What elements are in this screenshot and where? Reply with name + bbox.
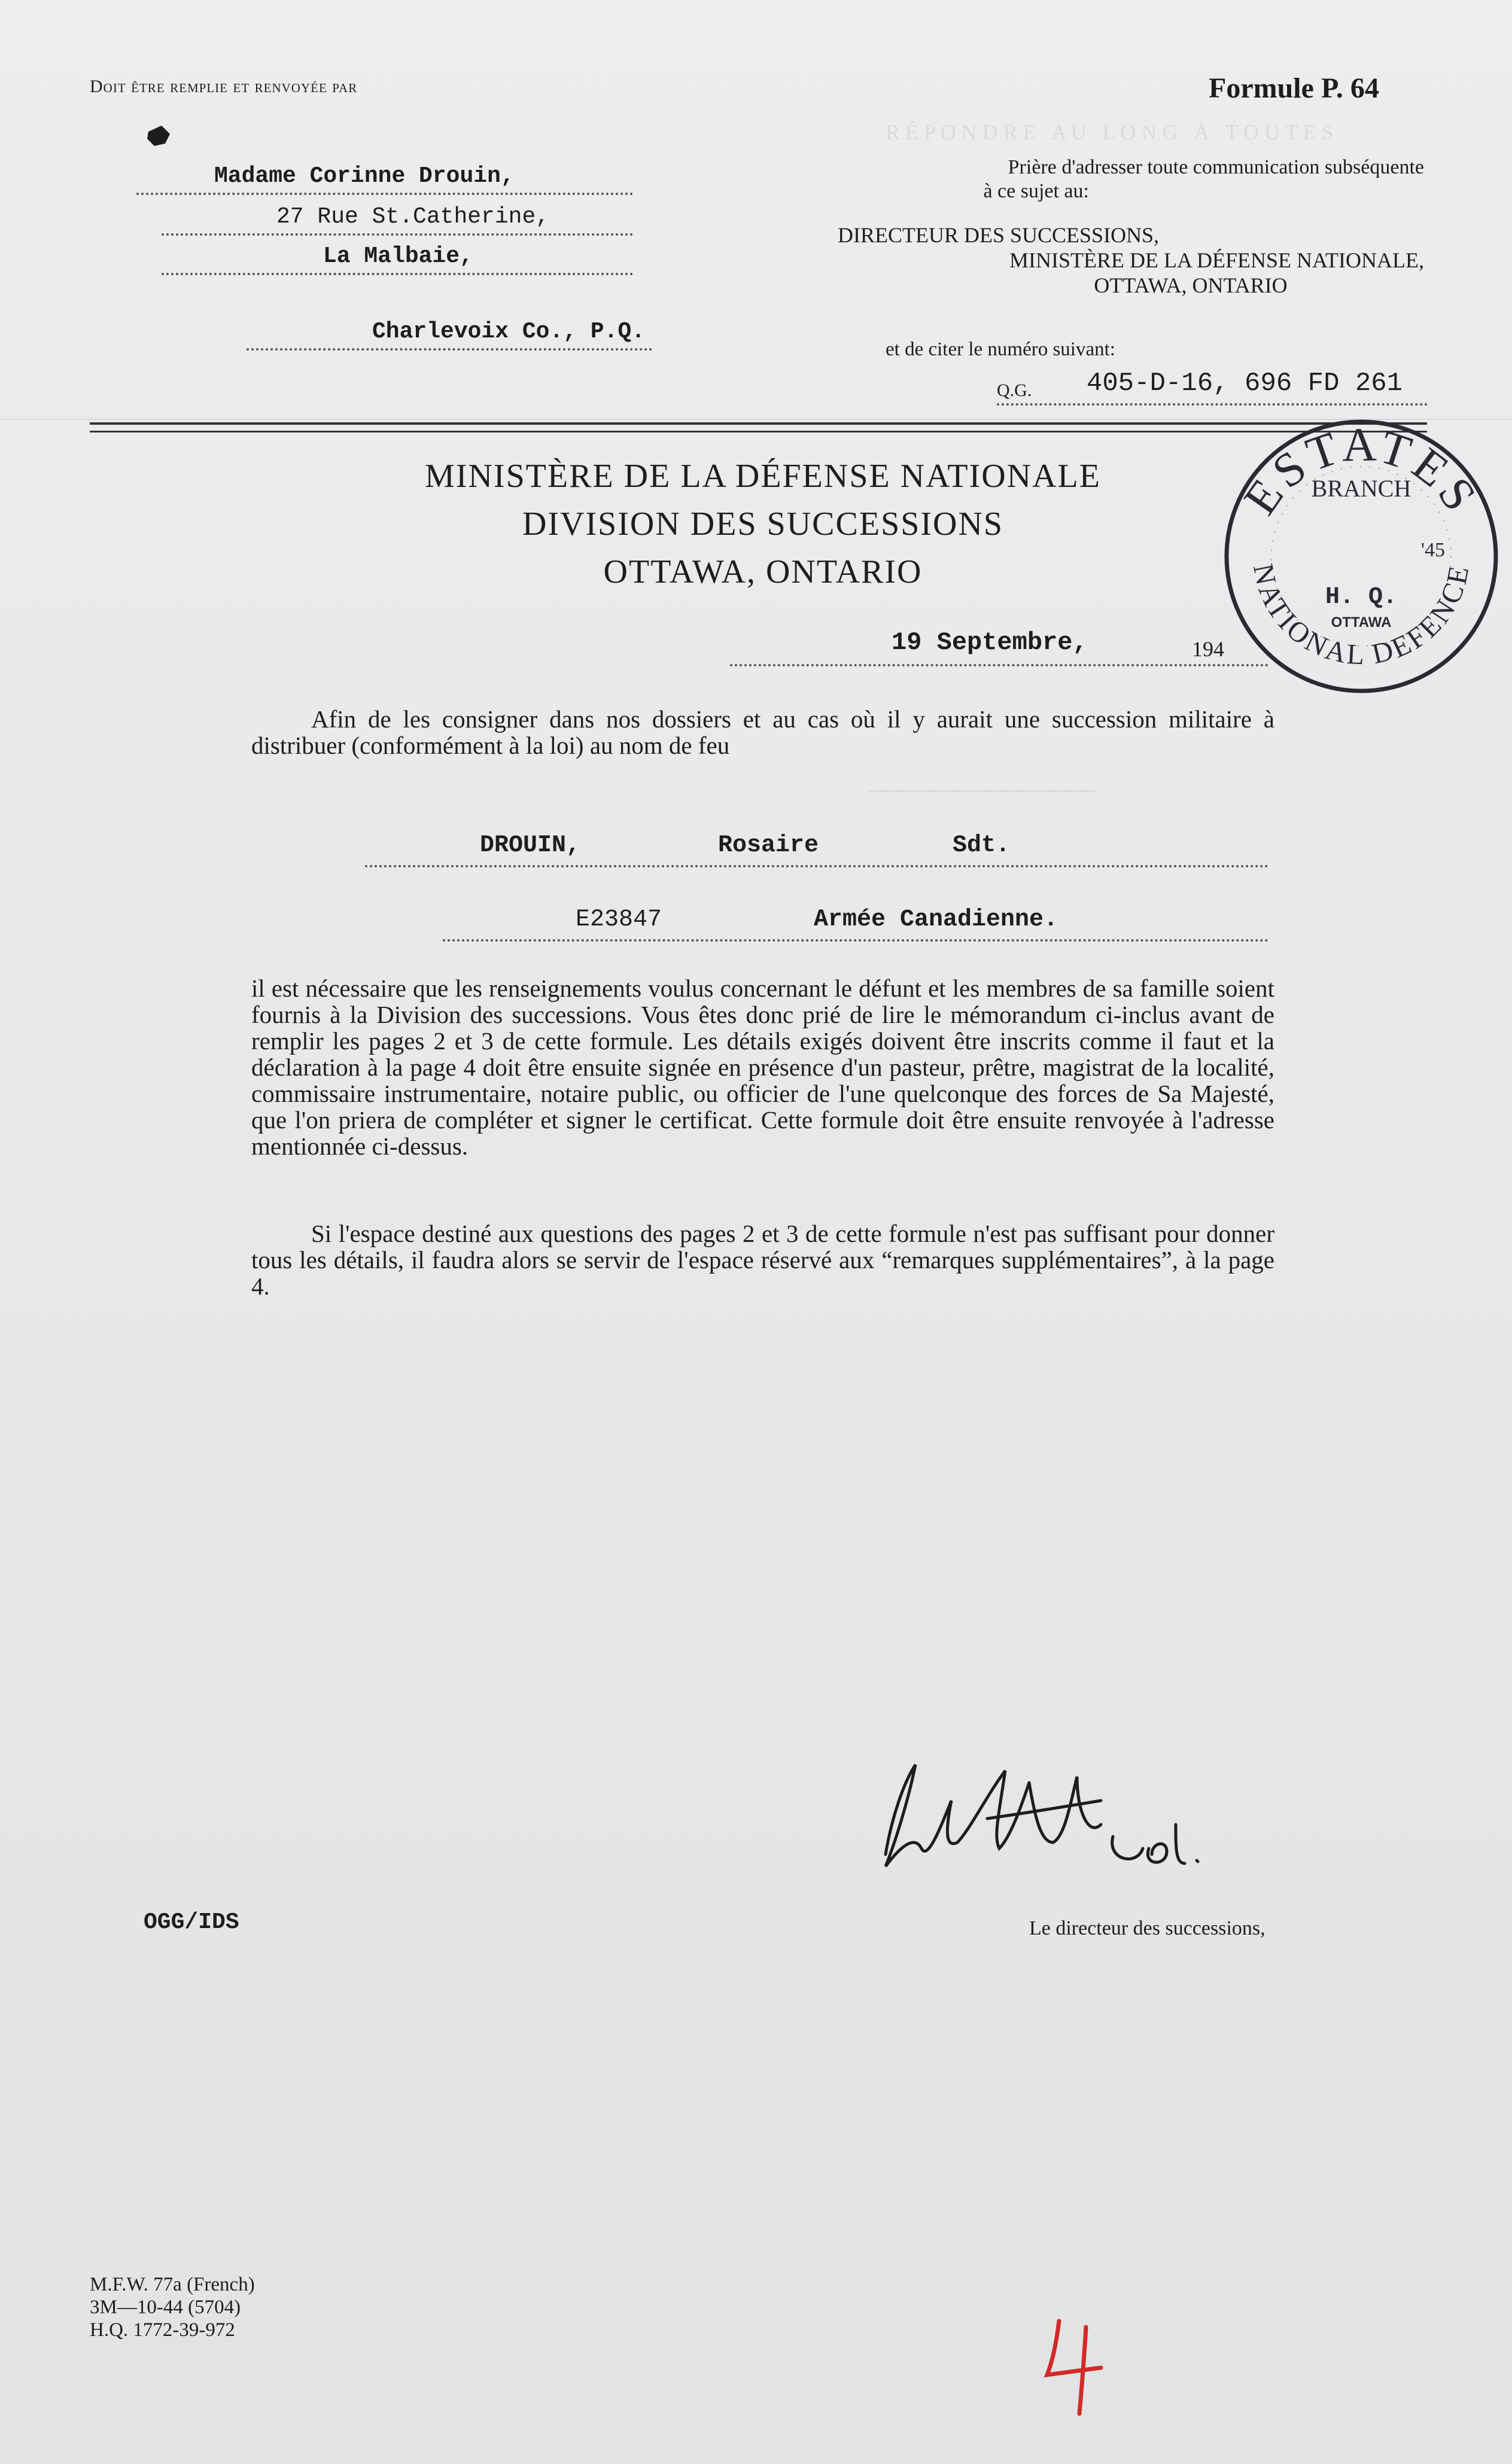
address-city: La Malbaie, xyxy=(323,243,473,269)
date-value: 19 Septembre, xyxy=(892,628,1088,657)
intro-paragraph: Afin de les consigner dans nos dossiers et au cas où il y aurait une succession militaire à distribuer (conformément à la loi) au nom de feu xyxy=(251,705,1274,759)
qg-label: Q.G. xyxy=(997,380,1032,400)
form-number: Formule P. 64 xyxy=(1209,72,1379,104)
deceased-unit: Armée Canadienne. xyxy=(814,906,1058,933)
deceased-given-name: Rosaire xyxy=(718,832,819,859)
footer-line1: M.F.W. 77a (French) xyxy=(90,2274,255,2295)
qg-number-line xyxy=(997,366,1428,406)
stamp-middle-text: BRANCH xyxy=(1311,475,1411,502)
svg-text:ESTATES xyxy=(1234,418,1489,524)
director-signature-title: Le directeur des successions, xyxy=(1029,1917,1265,1939)
signature xyxy=(850,1747,1280,1890)
address-county: Charlevoix Co., P.Q. xyxy=(372,319,646,345)
ministry-title xyxy=(299,452,1227,596)
stamp-date: '45 xyxy=(1420,539,1446,561)
date-line xyxy=(730,622,1268,666)
address-name: Madame Corinne Drouin, xyxy=(214,163,515,189)
footer-line2: 3M—10-44 (5704) xyxy=(90,2297,241,2318)
footer-line3: H.Q. 1772-39-972 xyxy=(90,2319,235,2341)
correspondence-note xyxy=(886,156,1424,203)
stamp-top-text: ESTATES xyxy=(1234,418,1489,525)
form-footer xyxy=(90,2273,255,2341)
address-line-name xyxy=(136,163,633,195)
instructions-paragraph: il est nécessaire que les renseignements voulus concernant le défunt et les membres de sa famille soient fournis à la Division des successions. Vous êtes donc prié de lire le mémorandum ci-inclus avant de remplir les pages 2 et 3 de cette formule. Les détails exigés doivent être inscrits comme il faut et la déclaration à la page 4 doit être ensuite signée en présence d'un pasteur, prêtre, magistrat de la localité, commissaire instrumentaire, notaire public, ou officier de l'une quelconque des forces de Sa Majesté, que l'on priera de compléter et signer le certificat. Cette formule doit être ensuite renvoyée à l'adresse mentionnée ci-dessus. xyxy=(251,974,1274,1160)
page-mark xyxy=(1029,2315,1113,2417)
deceased-surname: DROUIN, xyxy=(480,832,581,859)
address-line-street xyxy=(162,203,633,236)
reference-initials: OGG/IDS xyxy=(144,1909,239,1935)
stamp-city: OTTAWA xyxy=(1331,614,1392,631)
bleed-through-text: R É P O N D R E A U L O N G À T O U T E S xyxy=(886,120,1334,144)
deceased-rank: Sdt. xyxy=(953,832,1011,859)
cite-number-label: et de citer le numéro suivant: xyxy=(886,339,1115,360)
ink-blot-icon xyxy=(144,120,168,144)
stamp-hq: H. Q. xyxy=(1325,584,1398,611)
address-line-city xyxy=(162,243,633,275)
director-address xyxy=(838,223,1424,298)
service-number: E23847 xyxy=(576,906,662,933)
deceased-name-line xyxy=(365,823,1268,867)
correspondence-note-line1: Prière d'adresser toute communication subséquente xyxy=(1008,156,1424,178)
stamp-bottom-text: NATIONAL DEFENCE xyxy=(1246,561,1476,671)
qg-number: 405-D-16, 696 FD 261 xyxy=(1087,368,1403,398)
director-line-2: MINISTÈRE DE LA DÉFENSE NATIONALE, xyxy=(1009,248,1424,272)
ministry-line2: DIVISION DES SUCCESSIONS xyxy=(522,505,1004,543)
date-year: 194 xyxy=(1192,637,1224,661)
director-line-3: OTTAWA, ONTARIO xyxy=(1094,273,1288,297)
address-line-county xyxy=(247,318,652,351)
correspondence-note-line2: à ce sujet au: xyxy=(983,180,1089,202)
service-number-line xyxy=(443,897,1268,942)
address-street: 27 Rue St.Catherine, xyxy=(276,204,550,230)
additional-remarks-paragraph: Si l'espace destiné aux questions des pages 2 et 3 de cette formule n'est pas suffisant pour donner tous les détails, il faudra alors se servir de l'espace réservé aux “remarques supplémentaires”, à la page 4. xyxy=(251,1220,1274,1300)
ministry-line1: MINISTÈRE DE LA DÉFENSE NATIONALE xyxy=(425,458,1101,495)
ministry-line3: OTTAWA, ONTARIO xyxy=(603,553,923,590)
director-line-1: DIRECTEUR DES SUCCESSIONS, xyxy=(838,223,1160,247)
send-back-label: Doit être remplie et renvoyée par xyxy=(90,77,358,96)
bleed-through-text: ─────────────── xyxy=(868,778,1097,802)
